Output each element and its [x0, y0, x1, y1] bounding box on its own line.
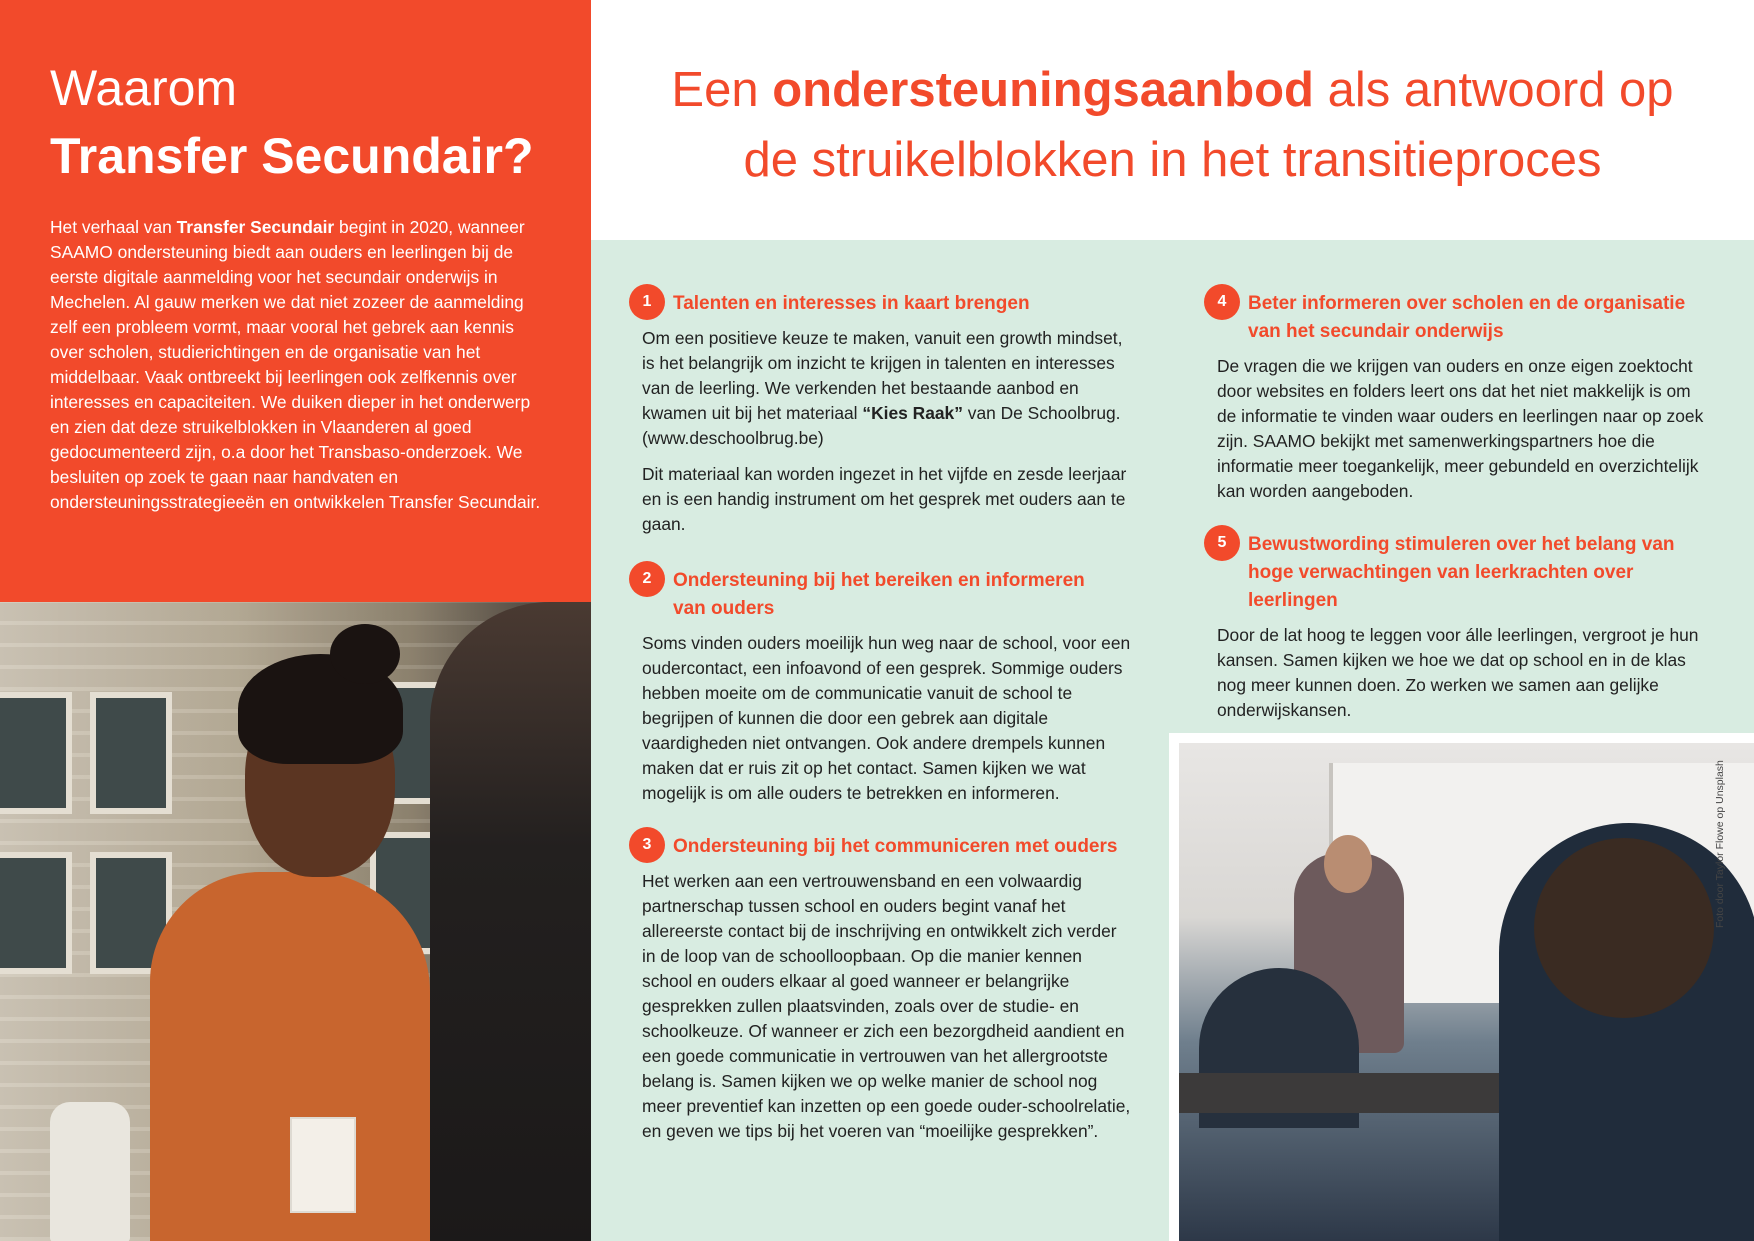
section-1-header: [629, 284, 1134, 318]
section-1: [629, 284, 1134, 548]
photo-window: [90, 692, 172, 814]
photo-credit: Foto door Taylor Flowe op Unsplash: [1714, 760, 1726, 928]
section-5-header: [1204, 525, 1714, 615]
section-4-body: [1217, 354, 1709, 504]
title-line-1: Waarom: [50, 60, 238, 116]
classroom-photo-frame: [1169, 733, 1754, 1241]
section-4-title: Beter informeren over scholen en de organisatie van het secundair onderwijs: [1248, 293, 1686, 342]
intro-text: [50, 215, 550, 515]
section-2-paragraph-1: Soms vinden ouders moeilijk hun weg naar de school, voor een oudercontact, een infoavond of een gesprek. Sommige ouders hebben moeite om de communicatie vanuit de school te begrijpen of kunnen die door een gebrek aan digitale vaardigheden niet ontvangen. Ook andere drempels kunnen maken dat er ruis zit op het contact. Samen kijken we wat mogelijk is om alle ouders te betrekken en informeren.: [642, 633, 1131, 803]
section-3-title: Ondersteuning bij het communiceren met ouders: [673, 836, 1118, 857]
main-heading-area: [591, 0, 1754, 240]
section-1-paragraph-1: [642, 326, 1134, 451]
section-3-number: 3: [629, 827, 665, 863]
section-3: [629, 827, 1134, 1155]
section-1-body: [642, 326, 1134, 537]
section-4: [1204, 284, 1709, 515]
section-2-title: Ondersteuning bij het bereiken en informeren van ouders: [673, 570, 1085, 619]
heading-post: als antwoord op: [1314, 63, 1674, 117]
section-1-paragraph-2: Dit materiaal kan worden ingezet in het vijfde en zesde leerjaar en is een handig instrument om het gesprek met ouders aan te gaan.: [642, 464, 1127, 534]
section-2-body: [642, 631, 1134, 806]
intro-panel: [0, 0, 591, 602]
section-2-number: 2: [629, 561, 665, 597]
photo-teacher-head: [1324, 835, 1372, 893]
section-4-number: 4: [1204, 284, 1240, 320]
section-5-paragraph-1: Door de lat hoog te leggen voor álle leerlingen, vergroot je hun kansen. Samen kijken we hoe we dat op school en in de klas nog meer kunnen doen. Zo werken we samen aan gelijke onderwijskansen.: [1217, 625, 1699, 720]
section-3-header: [629, 827, 1134, 861]
section-1-p1-pre: Om een positieve keuze te maken, vanuit een growth mindset, is het belangrijk om inzicht te krijgen in talenten en interesses van de leerling. We verkenden het bestaande aanbod en kwamen uit bij het materiaal: [642, 328, 1123, 423]
section-5-body: [1217, 623, 1714, 723]
heading-bold: ondersteuningsaanbod: [772, 63, 1314, 117]
section-3-body: [642, 869, 1134, 1144]
photo-foreground-person: [430, 602, 591, 1241]
main-heading: [591, 55, 1754, 195]
title-line-2: Transfer Secundair?: [50, 128, 534, 184]
section-1-number: 1: [629, 284, 665, 320]
photo-hair-bun: [330, 624, 400, 684]
intro-text-pre: Het verhaal van: [50, 217, 177, 237]
section-2-header: [629, 561, 1134, 623]
section-4-header: [1204, 284, 1709, 346]
section-1-title: Talenten en interesses in kaart brengen: [673, 293, 1030, 314]
intro-text-bold: Transfer Secundair: [176, 217, 335, 237]
heading-line-2: de struikelblokken in het transitieproces: [743, 133, 1602, 187]
section-2: [629, 561, 1134, 817]
photo-window: [0, 692, 72, 814]
section-1-p1-bold: “Kies Raak”: [862, 403, 963, 423]
photo-spray-bottle: [50, 1102, 130, 1241]
section-3-paragraph-1: Het werken aan een vertrouwensband en een volwaardig partnerschap tussen school en ouders begint vanaf het allereerste contact bij de inschrijving en ontwikkelt zich verder in de loop van de schoolloopbaan. Op die manier kennen school en ouders elkaar al goed wanneer er belangrijke gesprekken zullen plaatsvinden, zoals over de studie- en schoolkeuze. Of wanneer er zich een bezorgdheid aandient en een goede communicatie in vertrouwen van het allergrootste belang is. Samen kijken we op welke manier de school nog meer preventief kan inzetten op een goede ouder-schoolrelatie, en geven we tips bij het voeren van “moeilijke gesprekken”.: [642, 871, 1131, 1141]
section-5: [1204, 525, 1714, 734]
section-5-title: Bewustwording stimuleren over het belang van hoge verwachtingen van leerkrachten over leerlingen: [1248, 534, 1675, 611]
heading-pre: Een: [671, 63, 773, 117]
photo-window: [0, 852, 72, 974]
section-5-number: 5: [1204, 525, 1240, 561]
classroom-photo: [1179, 743, 1754, 1241]
photo-boy-hair: [1534, 838, 1714, 1018]
intro-text-post: begint in 2020, wanneer SAAMO ondersteuning biedt aan ouders en leerlingen bij de eerste digitale aanmelding voor het secundair onderwijs in Mechelen. Al gauw merken we dat niet zozeer de aanmelding zelf een probleem vormt, maar vooral het gebrek aan kennis over scholen, studierichtingen en de organisatie van het middelbaar. Vaak ontbreekt bij leerlingen ook zelfkennis over interesses en capaciteiten. We duiken dieper in het onderwerp en zien dat deze struikelblokken in Vlaanderen al goed gedocumenteerd zijn, o.a door het Transbaso-onderzoek. We besluiten op zoek te gaan naar handvaten en ondersteuningsstrategieeën en ontwikkelen Transfer Secundair.: [50, 217, 541, 512]
section-4-paragraph-1: De vragen die we krijgen van ouders en onze eigen zoektocht door websites en folders leert ons dat het niet makkelijk is om de informatie te vinden waar ouders en leerlingen naar op zoek zijn. SAAMO bekijkt met samenwerkingspartners hoe die informatie meer toegankelijk, meer gebundeld en overzichtelijk kan worden aangeboden.: [1217, 356, 1704, 501]
student-photo: [0, 602, 591, 1241]
section-1-p1-post: van De Schoolbrug. (www.deschoolbrug.be): [642, 403, 1121, 448]
photo-name-badge: [290, 1117, 356, 1213]
